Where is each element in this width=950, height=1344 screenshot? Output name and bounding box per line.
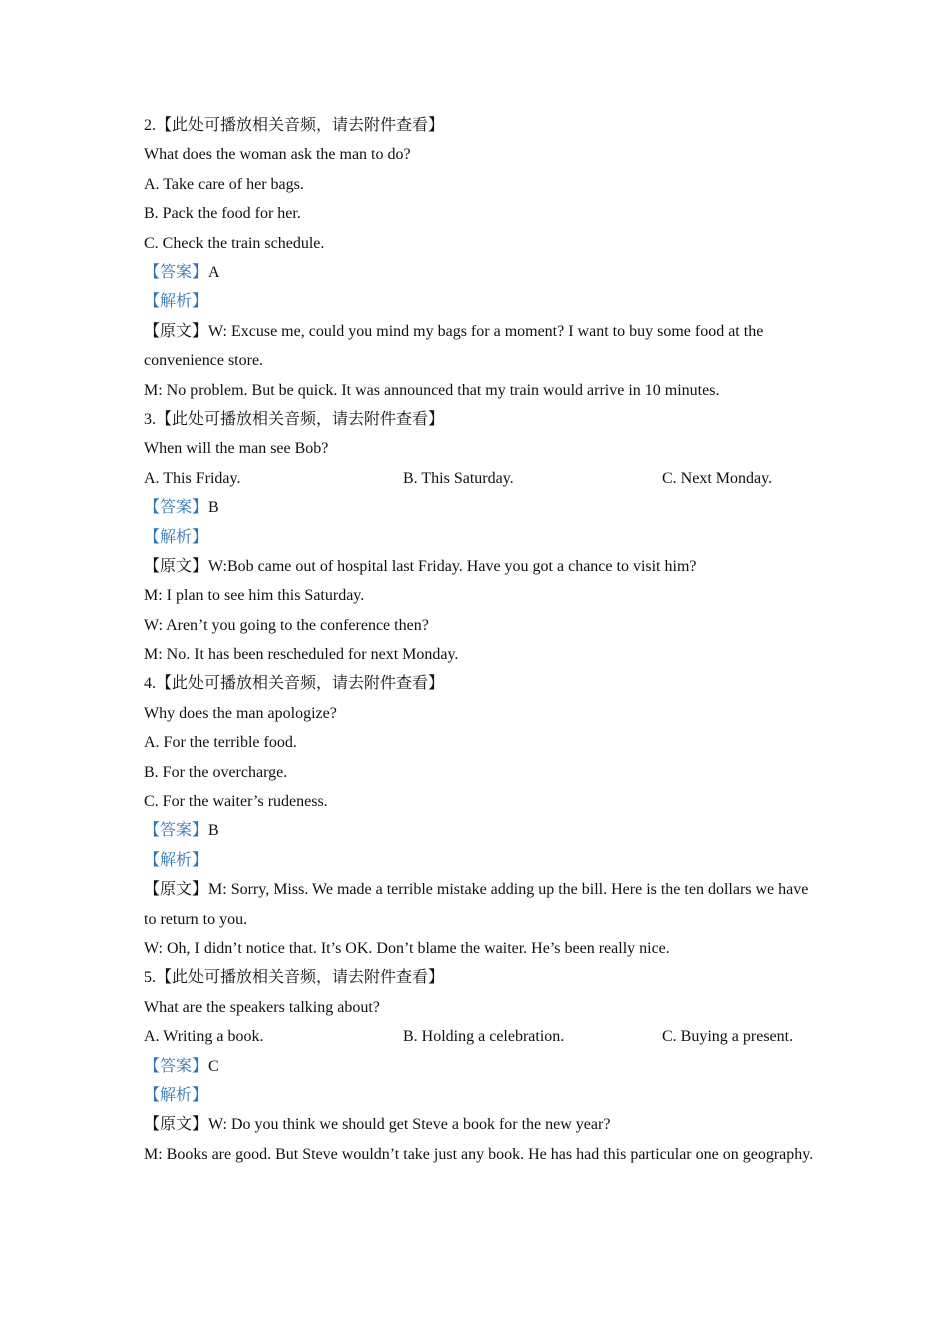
answer-tag: 【答案】 bbox=[144, 263, 209, 281]
answer-value: A bbox=[208, 263, 220, 281]
audio-note: 【此处可播放相关音频，请去附件查看】 bbox=[156, 969, 445, 987]
transcript-tag: 【原文】 bbox=[144, 557, 209, 575]
answer-line bbox=[144, 816, 814, 845]
question-5 bbox=[144, 963, 814, 1169]
transcript-line: W: Oh, I didn’t notice that. It’s OK. Don’t blame the waiter. He’s been really nice. bbox=[144, 940, 670, 957]
option-a: A. Writing a book. bbox=[144, 1028, 264, 1046]
answer-value: B bbox=[208, 822, 219, 840]
option-b: B. For the overcharge. bbox=[144, 763, 288, 781]
analysis-tag: 【解析】 bbox=[144, 528, 209, 546]
option-c: C. Check the train schedule. bbox=[144, 234, 325, 252]
option-b: B. This Saturday. bbox=[403, 469, 514, 487]
transcript-tag: 【原文】 bbox=[144, 322, 209, 340]
answer-tag: 【答案】 bbox=[144, 499, 209, 517]
question-4 bbox=[144, 669, 814, 963]
answer-tag: 【答案】 bbox=[144, 1057, 209, 1075]
audio-note: 【此处可播放相关音频，请去附件查看】 bbox=[156, 410, 445, 428]
option-a: A. Take care of her bags. bbox=[144, 175, 304, 193]
option-b: B. Holding a celebration. bbox=[403, 1028, 565, 1046]
analysis-tag: 【解析】 bbox=[144, 851, 209, 869]
transcript-line: 【原文】W: Excuse me, could you mind my bags for a moment? I want to buy some food at the convenience store. bbox=[144, 322, 764, 370]
transcript-line: M: No problem. But be quick. It was announced that my train would arrive in 10 minutes. bbox=[144, 381, 720, 399]
question-3 bbox=[144, 405, 814, 670]
audio-note: 【此处可播放相关音频，请去附件查看】 bbox=[156, 675, 445, 693]
answer-line bbox=[144, 258, 814, 287]
options-row bbox=[144, 1022, 814, 1051]
question-2 bbox=[144, 111, 814, 405]
answer-value: C bbox=[208, 1057, 219, 1075]
options-row bbox=[144, 464, 814, 493]
transcript-line: M: No. It has been rescheduled for next Monday. bbox=[144, 646, 459, 664]
transcript-line: 【原文】W: Do you think we should get Steve a book for the new year? bbox=[144, 1116, 611, 1134]
transcript-line: M: Books are good. But Steve wouldn’t take just any book. He has had this particular one on geography. bbox=[144, 1145, 814, 1163]
option-c: C. For the waiter’s rudeness. bbox=[144, 793, 328, 811]
transcript-line: M: I plan to see him this Saturday. bbox=[144, 587, 365, 605]
question-header: 3.【此处可播放相关音频，请去附件查看】 bbox=[144, 410, 445, 428]
question-header: 5.【此处可播放相关音频，请去附件查看】 bbox=[144, 969, 445, 987]
transcript-line: 【原文】M: Sorry, Miss. We made a terrible mistake adding up the bill. Here is the ten dollars we have to return to you. bbox=[144, 881, 809, 928]
transcript-line: 【原文】W:Bob came out of hospital last Friday. Have you got a chance to visit him? bbox=[144, 557, 697, 575]
option-a: A. For the terrible food. bbox=[144, 734, 297, 752]
transcript-line: W: Aren’t you going to the conference then? bbox=[144, 616, 429, 634]
option-a: A. This Friday. bbox=[144, 469, 241, 487]
transcript-tag: 【原文】 bbox=[144, 1116, 209, 1134]
option-c: C. Next Monday. bbox=[662, 469, 773, 487]
audio-note: 【此处可播放相关音频，请去附件查看】 bbox=[156, 117, 445, 134]
document-page bbox=[144, 111, 814, 1169]
answer-tag: 【答案】 bbox=[144, 822, 209, 840]
option-b: B. Pack the food for her. bbox=[144, 205, 301, 223]
question-header: 4.【此处可播放相关音频，请去附件查看】 bbox=[144, 675, 445, 693]
option-c: C. Buying a present. bbox=[662, 1028, 794, 1046]
answer-value: B bbox=[208, 499, 219, 517]
question-header: 2.【此处可播放相关音频，请去附件查看】 bbox=[144, 117, 445, 134]
question-prompt: What does the woman ask the man to do? bbox=[144, 146, 411, 164]
question-prompt: Why does the man apologize? bbox=[144, 704, 337, 722]
answer-line bbox=[144, 1052, 814, 1081]
question-prompt: When will the man see Bob? bbox=[144, 440, 329, 458]
analysis-tag: 【解析】 bbox=[144, 1086, 209, 1104]
transcript-tag: 【原文】 bbox=[144, 881, 209, 899]
question-prompt: What are the speakers talking about? bbox=[144, 998, 380, 1016]
analysis-tag: 【解析】 bbox=[144, 293, 209, 311]
answer-line bbox=[144, 493, 814, 522]
